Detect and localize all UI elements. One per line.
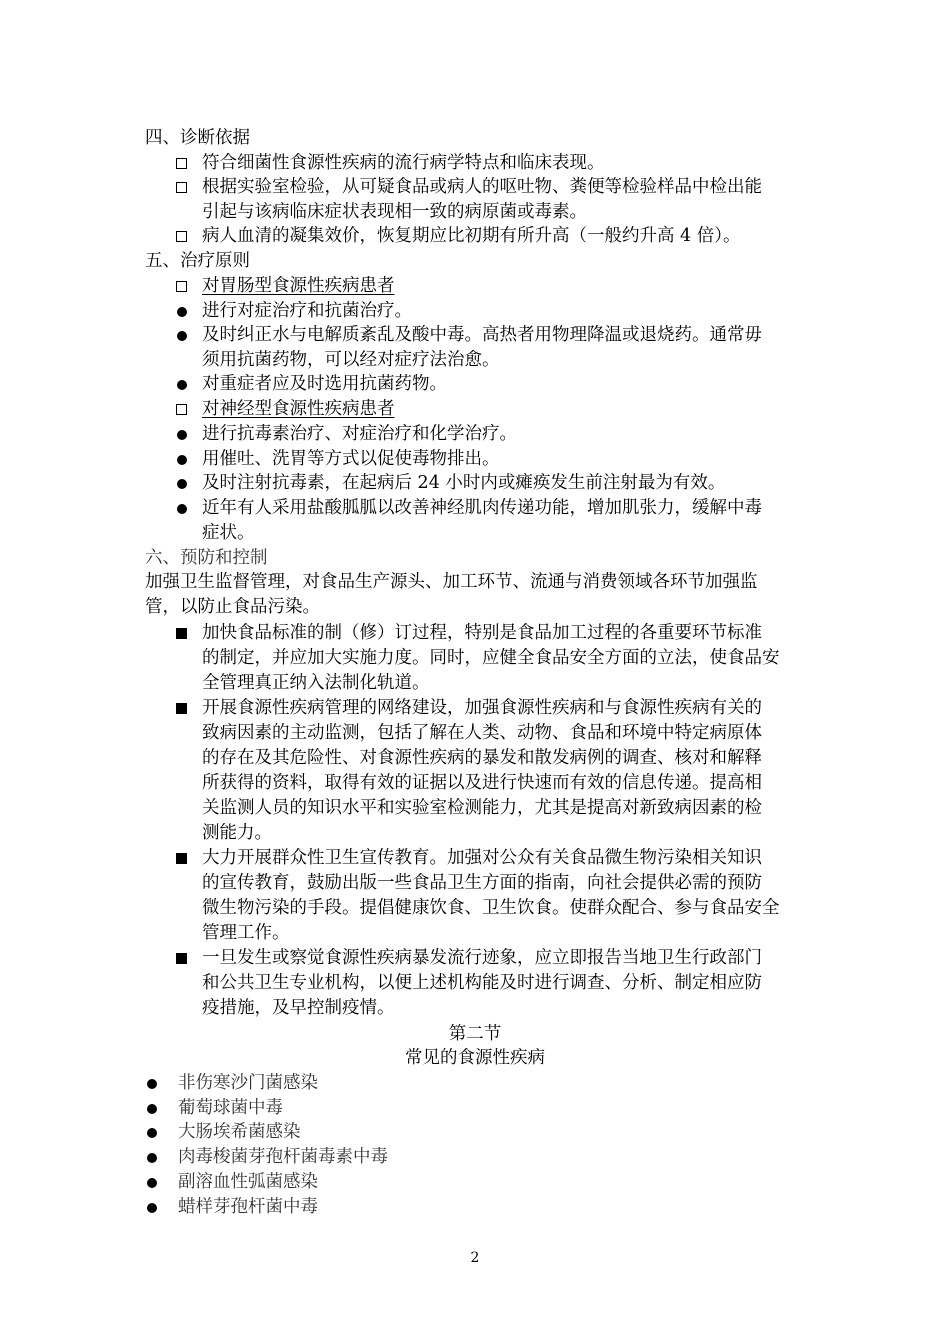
bullet-dot-icon	[177, 380, 187, 390]
section-heading-prevention: 六、预防和控制	[145, 548, 268, 568]
list-item: 一旦发生或察觉食源性疾病暴发流行迹象，应立即报告当地卫生行政部门	[0, 946, 950, 971]
checkbox-bullet-icon	[176, 231, 187, 242]
list-item: 病人血清的凝集效价，恢复期应比初期有所升高（一般约升高 4 倍）。	[0, 224, 950, 249]
page-number: 2	[470, 1250, 480, 1266]
paragraph-line: 加强卫生监督管理，对食品生产源头、加工环节、流通与消费领域各环节加强监	[145, 572, 758, 592]
square-bullet-icon	[176, 703, 187, 714]
bullet-dot-icon	[177, 455, 187, 465]
list-item: 蜡样芽孢杆菌中毒	[0, 1195, 950, 1220]
list-item-continuation: 的宣传教育，鼓励出版一些食品卫生方面的指南，向社会提供必需的预防	[202, 873, 762, 893]
list-item: 大肠埃希菌感染	[0, 1120, 950, 1145]
list-item: 及时纠正水与电解质紊乱及酸中毒。高热者用物理降温或退烧药。通常毋	[0, 323, 950, 348]
paragraph-line: 管，以防止食品污染。	[145, 597, 320, 617]
checkbox-bullet-icon	[176, 404, 187, 415]
bullet-dot-icon	[177, 430, 187, 440]
bullet-dot-icon	[177, 331, 187, 341]
chapter-section-title: 常见的食源性疾病	[405, 1048, 545, 1068]
bullet-dot-icon	[177, 307, 187, 317]
bullet-dot-icon	[147, 1079, 157, 1089]
list-item: 大力开展群众性卫生宣传教育。加强对公众有关食品微生物污染相关知识	[0, 846, 950, 871]
checkbox-bullet-icon	[176, 281, 187, 292]
checkbox-bullet-icon	[176, 158, 187, 169]
list-item-continuation: 和公共卫生专业机构，以便上述机构能及时进行调查、分析、制定相应防	[202, 973, 762, 993]
list-item: 非伤寒沙门菌感染	[0, 1071, 950, 1096]
square-bullet-icon	[176, 853, 187, 864]
bullet-dot-icon	[147, 1104, 157, 1114]
list-item: 开展食源性疾病管理的网络建设，加强食源性疾病和与食源性疾病有关的	[0, 696, 950, 721]
list-item: 进行对症治疗和抗菌治疗。	[0, 299, 950, 324]
bullet-dot-icon	[177, 479, 187, 489]
list-item-continuation: 致病因素的主动监测，包括了解在人类、动物、食品和环境中特定病原体	[202, 723, 762, 743]
list-item: 葡萄球菌中毒	[0, 1096, 950, 1121]
list-item: 及时注射抗毒素，在起病后 24 小时内或瘫痪发生前注射最为有效。	[0, 471, 950, 496]
bullet-dot-icon	[147, 1178, 157, 1188]
list-item: 近年有人采用盐酸胍胍以改善神经肌肉传递功能，增加肌张力，缓解中毒	[0, 496, 950, 521]
list-item-continuation: 疫措施，及早控制疫情。	[202, 998, 395, 1018]
list-item: 用催吐、洗胃等方式以促使毒物排出。	[0, 447, 950, 472]
list-item-continuation: 的存在及其危险性、对食源性疾病的暴发和散发病例的调查、核对和解释	[202, 748, 762, 768]
list-item-continuation: 症状。	[202, 523, 255, 543]
section-heading-diagnosis: 四、诊断依据	[145, 128, 250, 148]
list-item: 符合细菌性食源性疾病的流行病学特点和临床表现。	[0, 151, 950, 176]
list-item-continuation: 须用抗菌药物，可以经对症疗法治愈。	[202, 350, 500, 370]
list-item-continuation: 测能力。	[202, 823, 272, 843]
bullet-dot-icon	[147, 1203, 157, 1213]
bullet-dot-icon	[177, 504, 187, 514]
chapter-section-label: 第二节	[448, 1024, 502, 1044]
list-item: 对重症者应及时选用抗菌药物。	[0, 372, 950, 397]
subgroup-heading: 对胃肠型食源性疾病患者	[0, 274, 950, 299]
list-item: 根据实验室检验，从可疑食品或病人的呕吐物、粪便等检验样品中检出能	[0, 175, 950, 200]
list-item: 肉毒梭菌芽孢杆菌毒素中毒	[0, 1145, 950, 1170]
bullet-dot-icon	[147, 1128, 157, 1138]
list-item-continuation: 引起与该病临床症状表现相一致的病原菌或毒素。	[202, 202, 587, 222]
list-item-continuation: 关监测人员的知识水平和实验室检测能力，尤其是提高对新致病因素的检	[202, 798, 762, 818]
list-item-continuation: 微生物污染的手段。提倡健康饮食、卫生饮食。使群众配合、参与食品安全	[202, 898, 780, 918]
checkbox-bullet-icon	[176, 182, 187, 193]
section-heading-treatment: 五、治疗原则	[145, 251, 250, 271]
subgroup-heading: 对神经型食源性疾病患者	[0, 397, 950, 422]
list-item: 加快食品标准的制（修）订过程，特别是食品加工过程的各重要环节标准	[0, 621, 950, 646]
square-bullet-icon	[176, 953, 187, 964]
square-bullet-icon	[176, 628, 187, 639]
list-item: 副溶血性弧菌感染	[0, 1170, 950, 1195]
list-item-continuation: 管理工作。	[202, 923, 290, 943]
list-item: 进行抗毒素治疗、对症治疗和化学治疗。	[0, 422, 950, 447]
list-item-continuation: 的制定，并应加大实施力度。同时，应健全食品安全方面的立法，使食品安	[202, 648, 780, 668]
bullet-dot-icon	[147, 1153, 157, 1163]
list-item-continuation: 全管理真正纳入法制化轨道。	[202, 673, 430, 693]
list-item-continuation: 所获得的资料，取得有效的证据以及进行快速而有效的信息传递。提高相	[202, 773, 762, 793]
